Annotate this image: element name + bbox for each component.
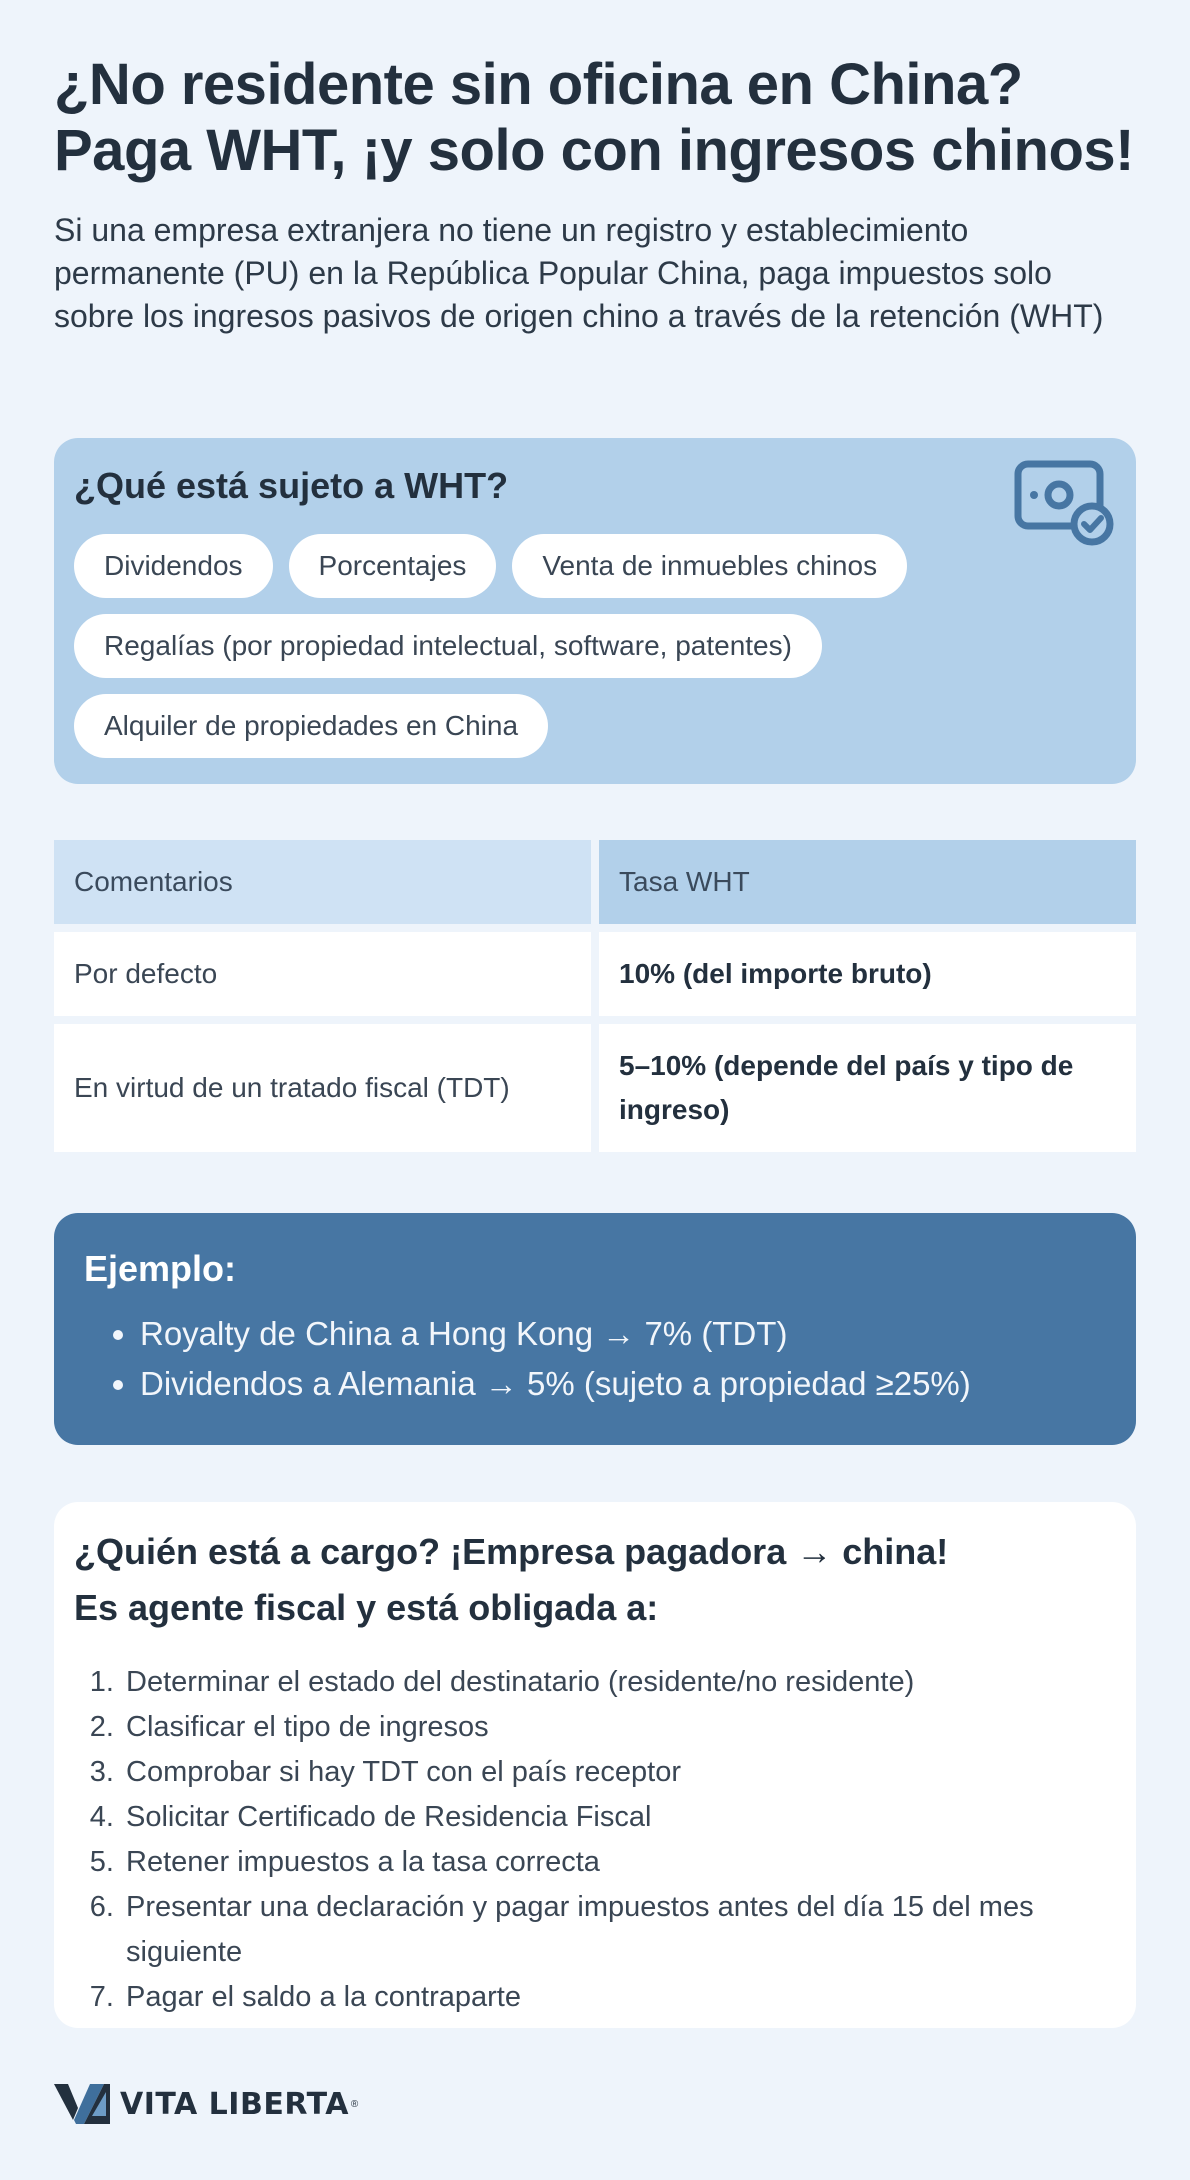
table-cell-rate: 10% (del importe bruto) xyxy=(599,932,1136,1016)
example-card xyxy=(54,1213,1136,1445)
vita-liberta-logo-icon xyxy=(54,2082,110,2126)
table-header-row xyxy=(54,840,1136,924)
tax-agent-heading-line1: ¿Quién está a cargo? ¡Empresa pagadora → china! xyxy=(74,1531,949,1572)
money-check-icon xyxy=(1014,458,1114,548)
table-cell-comment: Por defecto xyxy=(54,932,591,1016)
list-item: 2. Clasificar el tipo de ingresos xyxy=(122,1705,1116,1750)
table-header-rate: Tasa WHT xyxy=(599,840,1136,924)
list-item: 7. Pagar el saldo a la contraparte xyxy=(122,1975,1116,2020)
example-list xyxy=(84,1309,1106,1409)
list-item: 6. Presentar una declaración y pagar impuestos antes del día 15 del mes siguiente xyxy=(122,1885,1116,1975)
example-item: • Royalty de China a Hong Kong → 7% (TDT) xyxy=(140,1309,1106,1359)
page-subtitle: Si una empresa extranjera no tiene un registro y establecimiento permanente (PU) en la República Popular China, paga impuestos solo sobre los ingresos pasivos de origen chino a través de la retención (WHT) xyxy=(54,212,1104,334)
table-row xyxy=(54,1024,1136,1152)
list-item: 3. Comprobar si hay TDT con el país receptor xyxy=(122,1750,1116,1795)
list-item: 5. Retener impuestos a la tasa correcta xyxy=(122,1840,1116,1885)
wht-subject-pill: Venta de inmuebles chinos xyxy=(512,534,907,598)
list-item: 1. Determinar el estado del destinatario (residente/no residente) xyxy=(122,1660,1116,1705)
page-title: ¿No residente sin oficina en China? Paga WHT, ¡y solo con ingresos chinos! xyxy=(54,52,1134,183)
table-cell-comment: En virtud de un tratado fiscal (TDT) xyxy=(54,1024,591,1152)
table-row xyxy=(54,932,1136,1016)
tax-agent-heading-line2: Es agente fiscal y está obligada a: xyxy=(74,1587,659,1628)
list-item: 4. Solicitar Certificado de Residencia Fiscal xyxy=(122,1795,1116,1840)
table-header-comments: Comentarios xyxy=(54,840,591,924)
wht-subject-pill: Alquiler de propiedades en China xyxy=(74,694,548,758)
wht-subjects-card xyxy=(54,438,1136,784)
example-heading: Ejemplo: xyxy=(84,1248,237,1289)
trademark-symbol: ® xyxy=(350,2098,359,2110)
table-cell-rate: 5–10% (depende del país y tipo de ingreso) xyxy=(599,1024,1136,1152)
tax-agent-card xyxy=(54,1502,1136,2028)
wht-subject-pill: Dividendos xyxy=(74,534,273,598)
tax-agent-steps xyxy=(74,1660,1116,2020)
tax-agent-heading xyxy=(74,1524,1116,1636)
wht-card-heading: ¿Qué está sujeto a WHT? xyxy=(74,465,509,506)
wht-subject-pill: Porcentajes xyxy=(289,534,497,598)
brand-name: VITA LIBERTA xyxy=(120,2086,349,2122)
wht-subject-list xyxy=(74,534,1014,758)
example-item: • Dividendos a Alemania → 5% (sujeto a propiedad ≥25%) xyxy=(140,1359,1106,1409)
wht-subject-pill: Regalías (por propiedad intelectual, software, patentes) xyxy=(74,614,822,678)
brand-logo xyxy=(54,2082,358,2126)
wht-rates-table xyxy=(54,840,1136,1160)
